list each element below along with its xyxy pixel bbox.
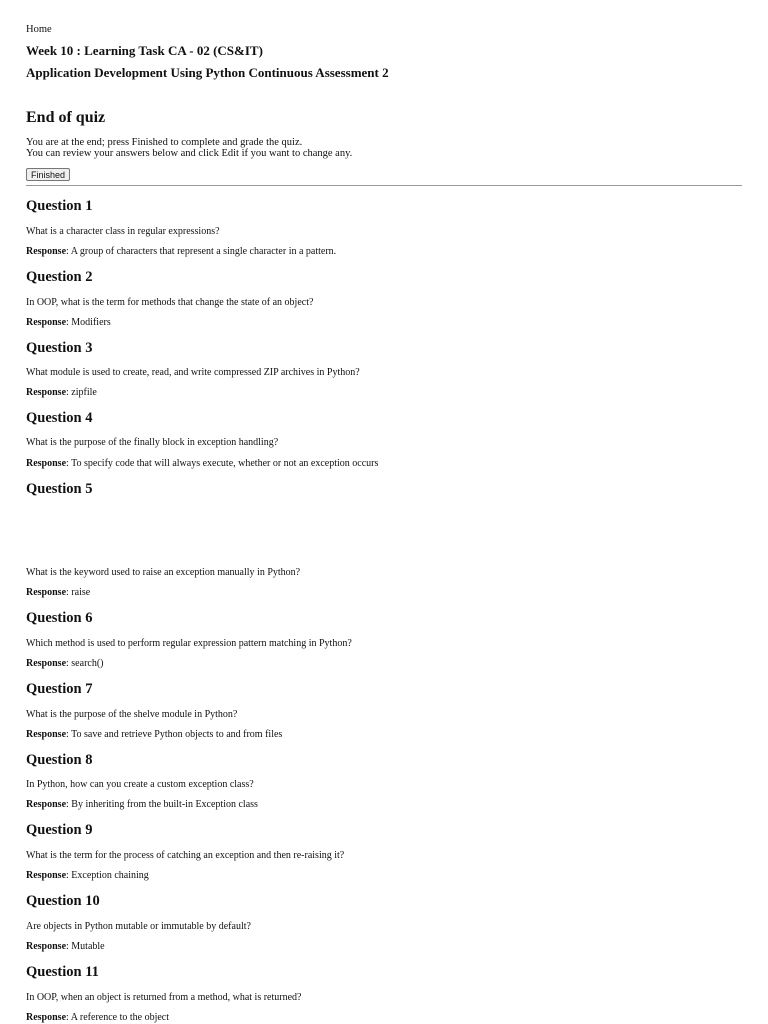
question-6-text: Which method is used to perform regular expression pattern matching in Python?	[26, 638, 352, 649]
response-label: Response	[26, 941, 67, 952]
question-7-response	[26, 729, 282, 740]
question-11-heading: Question 11	[26, 964, 99, 980]
response-value: : A reference to the object	[66, 1012, 170, 1023]
response-value: : raise	[66, 587, 91, 598]
question-4-heading: Question 4	[26, 410, 93, 426]
question-10-response	[26, 941, 105, 952]
question-4-response	[26, 458, 378, 469]
response-label: Response	[26, 246, 67, 257]
question-5-text: What is the keyword used to raise an exception manually in Python?	[26, 567, 301, 578]
end-instructions-line-1: You are at the end; press Finished to complete and grade the quiz.	[26, 137, 303, 148]
response-label: Response	[26, 658, 67, 669]
response-value: : Exception chaining	[66, 870, 149, 881]
question-1-heading: Question 1	[26, 198, 93, 214]
question-8-heading: Question 8	[26, 752, 93, 768]
response-label: Response	[26, 870, 67, 881]
response-value: : By inheriting from the built-in Exception class	[66, 799, 258, 810]
question-1-response	[26, 246, 336, 257]
response-label: Response	[26, 799, 67, 810]
question-3-heading: Question 3	[26, 340, 93, 356]
question-10-text: Are objects in Python mutable or immutable by default?	[26, 921, 251, 932]
question-6-heading: Question 6	[26, 610, 93, 626]
response-value: : Modifiers	[66, 317, 111, 328]
response-label: Response	[26, 587, 67, 598]
question-1-text: What is a character class in regular expressions?	[26, 226, 220, 237]
response-label: Response	[26, 458, 67, 469]
question-9-heading: Question 9	[26, 822, 93, 838]
response-value: : search()	[66, 658, 104, 669]
question-9-response	[26, 870, 149, 881]
finished-button[interactable]: Finished	[26, 168, 70, 181]
question-2-heading: Question 2	[26, 269, 93, 285]
question-8-response	[26, 799, 258, 810]
response-label: Response	[26, 1012, 67, 1023]
page-title: Week 10 : Learning Task CA - 02 (CS&IT)	[26, 43, 263, 58]
question-5-response	[26, 587, 90, 598]
question-11-text: In OOP, when an object is returned from a method, what is returned?	[26, 992, 302, 1003]
response-value: : Mutable	[66, 941, 105, 952]
response-value: : zipfile	[66, 387, 97, 398]
page-subtitle: Application Development Using Python Continuous Assessment 2	[26, 65, 389, 80]
question-4-text: What is the purpose of the finally block in exception handling?	[26, 437, 279, 448]
question-3-response	[26, 387, 97, 398]
response-value: : To specify code that will always execute, whether or not an exception occurs	[66, 458, 379, 469]
end-instructions-line-2: You can review your answers below and click Edit if you want to change any.	[26, 148, 353, 159]
end-of-quiz-heading: End of quiz	[26, 109, 106, 126]
breadcrumb-home[interactable]: Home	[26, 24, 52, 35]
question-6-response	[26, 658, 104, 669]
question-8-text: In Python, how can you create a custom exception class?	[26, 779, 254, 790]
question-11-response	[26, 1012, 169, 1023]
question-7-text: What is the purpose of the shelve module in Python?	[26, 709, 238, 720]
response-label: Response	[26, 317, 67, 328]
question-5-heading: Question 5	[26, 481, 93, 497]
question-2-response	[26, 317, 111, 328]
question-7-heading: Question 7	[26, 681, 93, 697]
question-2-text: In OOP, what is the term for methods that change the state of an object?	[26, 297, 314, 308]
response-value: : A group of characters that represent a single character in a pattern.	[66, 246, 337, 257]
section-divider	[26, 185, 742, 186]
question-10-heading: Question 10	[26, 893, 100, 909]
question-3-text: What module is used to create, read, and write compressed ZIP archives in Python?	[26, 367, 360, 378]
response-value: : To save and retrieve Python objects to and from files	[66, 729, 283, 740]
question-9-text: What is the term for the process of catching an exception and then re-raising it?	[26, 850, 345, 861]
response-label: Response	[26, 387, 67, 398]
response-label: Response	[26, 729, 67, 740]
